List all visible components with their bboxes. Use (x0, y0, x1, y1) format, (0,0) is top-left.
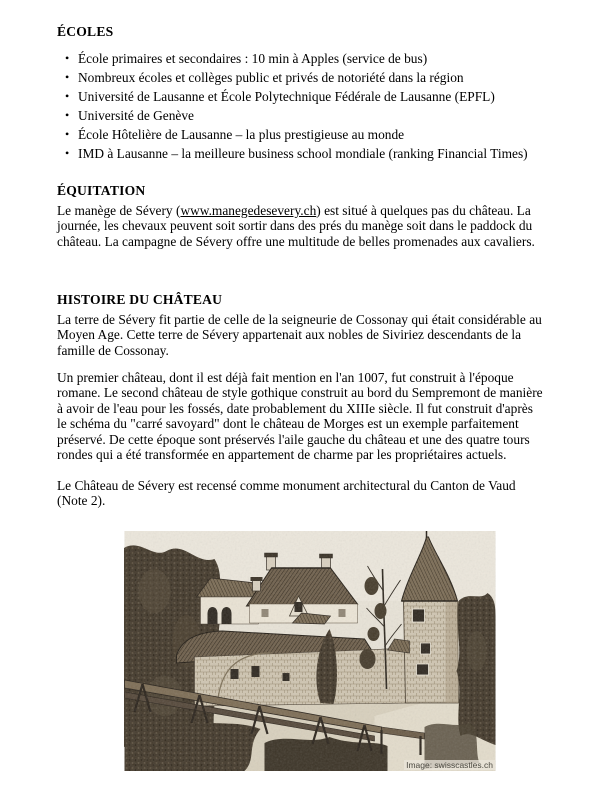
list-item-text: École primaires et secondaires : 10 min à Apples (service de bus) (78, 51, 428, 66)
paragraph-text: Le manège de Sévery ( (57, 203, 181, 218)
chateau-engraving-image (124, 531, 496, 771)
histoire-paragraph-2: Un premier château, dont il est déjà fait mention en l'an 1007, fut construit à l'époque romane. Le second château de style gothique construit au bord du Sempremont de manière à avoir de l'eau pour les fossés, date probablement du XIIIe siècle. Il fut construit d'après le schéma du "carré savoyard" dont le château de Morges est un exemple parfaitement préservé. De cette époque sont préservés l'aile gauche du château et une des quatre tours rondes qui a été transformée en appartement de charme par les propriétaires actuels. (57, 370, 543, 463)
list-item-text: École Hôtelière de Lausanne – la plus prestigieuse au monde (78, 127, 405, 142)
list-item-text: Université de Genève (78, 108, 195, 123)
list-item (64, 87, 564, 106)
equitation-paragraph (57, 203, 543, 249)
list-item-text: Université de Lausanne et École Polytechnique Fédérale de Lausanne (EPFL) (78, 89, 495, 104)
section-heading-equitation: ÉQUITATION (57, 183, 146, 198)
list-item (64, 125, 564, 144)
ecoles-bullet-list (64, 49, 564, 163)
list-item (64, 68, 564, 87)
list-item (64, 144, 564, 163)
section-heading-ecoles: ÉCOLES (57, 24, 114, 39)
image-credit-caption: Image: swisscastles.ch (406, 760, 493, 770)
manege-website-link[interactable]: www.manegedesevery.ch (180, 203, 317, 218)
histoire-paragraph-3: Le Château de Sévery est recensé comme monument architectural du Canton de Vaud (Note 2). (57, 478, 516, 509)
engraving-grain-texture (125, 531, 496, 771)
list-item-text: IMD à Lausanne – la meilleure business school mondiale (ranking Financial Times) (78, 146, 528, 161)
histoire-paragraph-1: La terre de Sévery fit partie de celle de la seigneurie de Cossonay qui était considérable au Moyen Age. Cette terre de Sévery appartenait aux nobles de Siviriez descendants de la famille de Cossonay. (57, 312, 542, 358)
paragraph-text: ) est situé à quelques pas du château. La journée, les chevaux peuvent soit sortir dans des prés du manège soit dans le paddock du château. La campagne de Sévery offre une multitude de belles promenades aux cavaliers. (57, 203, 535, 249)
list-item-text: Nombreux écoles et collèges public et privés de notoriété dans la région (78, 70, 464, 85)
list-item (64, 106, 564, 125)
chateau-engraving-figure (124, 531, 496, 771)
list-item (64, 49, 564, 68)
section-heading-histoire: HISTOIRE DU CHÂTEAU (57, 292, 223, 307)
